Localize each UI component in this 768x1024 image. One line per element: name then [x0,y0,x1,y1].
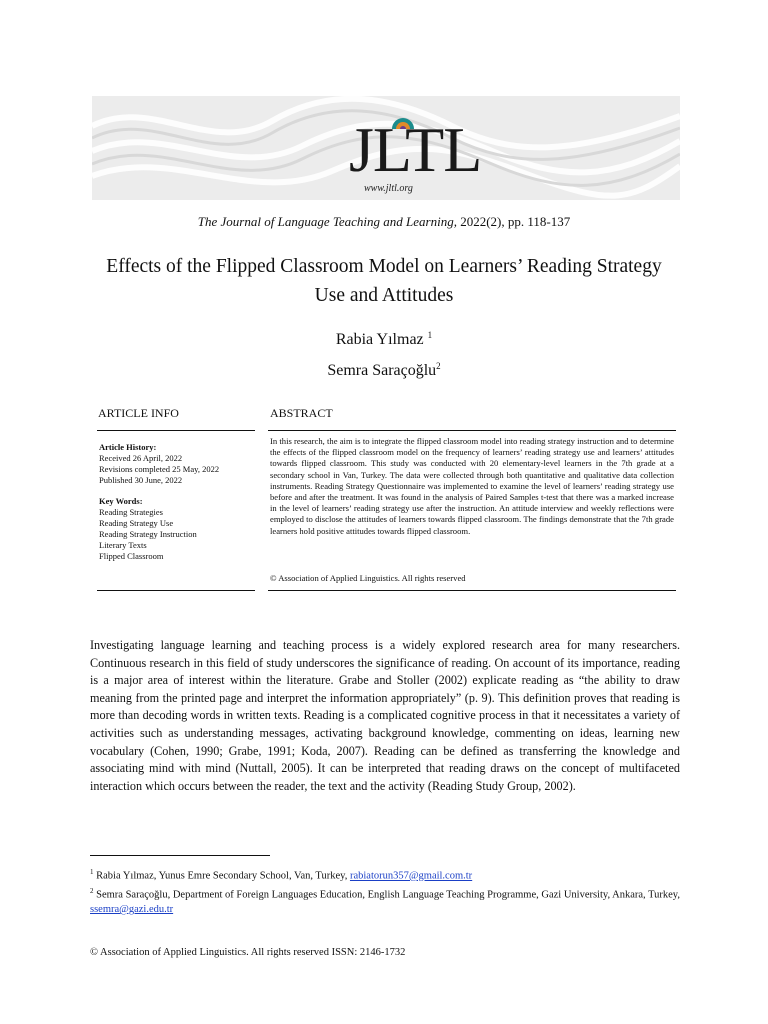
received-date: Received 26 April, 2022 [99,453,183,463]
keyword-item: Reading Strategy Instruction [99,529,197,539]
article-title: Effects of the Flipped Classroom Model on Learners’ Reading Strategy Use and Attitudes [106,256,662,306]
divider [97,430,255,431]
divider [268,430,676,431]
journal-issue: 2022(2), pp. 118-137 [456,214,571,229]
footnote-2: $^2$ Semra Saraçoğlu, Department of Foreign Languages Education, English Language Teaching Programme, Gazi University, Ankara, Turkey, ssemra@gazi.edu.tr [90,887,680,915]
author-1: Rabia Yılmaz $^1$ [335,330,433,348]
abstract-copyright: © Association of Applied Linguistics. All rights reserved [270,573,466,583]
divider [97,590,255,591]
article-info-heading: ARTICLE INFO [98,406,179,420]
logo-wordmark: JLTL [349,114,482,185]
published-date: Published 30 June, 2022 [99,475,183,485]
abstract-heading: ABSTRACT [270,406,333,420]
body-paragraph: Investigating language learning and teaching process is a widely explored research area for many researchers. Continuous research in this field of study underscores the significance of reading. On account of its importance, reading is a major area of interest within the literature. Grabe and Stoller (2002) explicate reading as “the ability to draw meaning from the printed page and interpret the information appropriately” (p. 9). This definition proves that reading is more than decoding words in written texts. Reading is a complicated cognitive process in that it necessitates a variety of activities such as understanding messages, activating background knowledge, commenting on ideas, learning new vocabulary (Cohen, 1990; Grabe, 1991; Koda, 2007). Reading can be defined as transferring the knowledge and associating mind with mind (Nuttall, 2005). It can be interpreted that reading draws on the concept of multifaceted interaction which occurs between the reader, the text and the activity (Reading Study Group, 2002). [90,638,680,793]
abstract-text: In this research, the aim is to integrate the flipped classroom model into reading strategy instruction and to determine the effects of the flipped classroom model on the frequency of learners’ reading strategy use and learners’ attitudes towards flipped classroom. This study was conducted with 20 elementary-level learners in the 7th grade at a secondary school in Van, Turkey. The data were collected through both quantitative and qualitative data collection instruments. Reading Strategy Questionnaire was implemented to examine the level of learners’ reading strategy use before and after the treatment. It was found in the analysis of Paired Samples t-test that there was a marked increase in the level of learners’ reading strategy use after the instruction. An attitude interview and weekly reflections were employed to disclose the attitudes of learners towards flipped classroom. The findings demonstrate that the 7th grade learners hold positive attitudes towards flipped classroom. [270,436,674,536]
footnote-1: $^1$ Rabia Yılmaz, Yunus Emre Secondary School, Van, Turkey, rabiatorun357@gmail.com.tr [90,868,473,882]
keyword-item: Reading Strategy Use [99,518,174,528]
page-footer: © Association of Applied Linguistics. All rights reserved ISSN: 2146-1732 [90,947,406,958]
history-label: Article History: [99,442,157,452]
divider [268,590,676,591]
author-1-email-link[interactable]: rabiatorun357@gmail.com.tr [349,870,473,882]
footnotes [90,865,680,918]
journal-citation [0,214,768,230]
author-2: Semra Saraçoğlu$^2$ [327,361,441,379]
footnote-divider [90,855,270,856]
authors [0,322,768,384]
keyword-item: Literary Texts [99,540,147,550]
journal-name: The Journal of Language Teaching and Learning, [197,214,457,229]
logo-url: www.jltl.org [364,183,413,194]
revisions-date: Revisions completed 25 May, 2022 [99,464,220,474]
author-2-email-link[interactable]: ssemra@gazi.edu.tr [90,904,174,915]
keyword-item: Reading Strategies [99,507,163,517]
keyword-item: Flipped Classroom [99,551,164,561]
article-info-box [99,442,249,562]
keywords-label: Key Words: [99,496,143,506]
